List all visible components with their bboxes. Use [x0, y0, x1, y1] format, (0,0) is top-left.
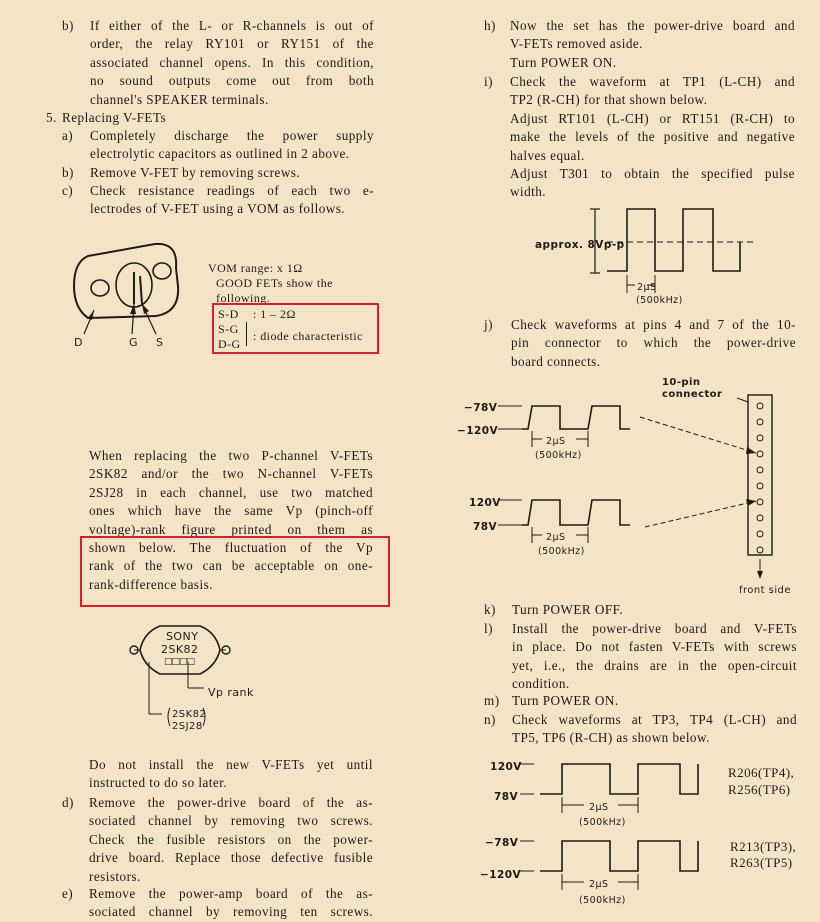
- text-line: Check resistance readings of each two e-: [90, 183, 374, 198]
- connector-title-line2: connector: [662, 389, 723, 400]
- vom-following-text: following.: [216, 291, 271, 305]
- text-line: electrolytic capacitors as outlined in 2 above.: [90, 146, 350, 162]
- chip-alt-model-2: 2SJ28: [172, 721, 203, 732]
- vp-rank-highlight: [80, 536, 390, 607]
- item-l-text: [512, 620, 797, 694]
- waveforms-tp3-tp6: [520, 755, 720, 910]
- pin-label-s: S: [156, 336, 164, 349]
- section-number-5: 5.: [46, 110, 57, 125]
- text-line: Adjust T301 to obtain the specified pulse: [510, 166, 795, 182]
- text-line: Install the power-drive board and V-FETs: [512, 621, 797, 636]
- text-line: Check waveforms at TP3, TP4 (L-CH) and: [512, 712, 797, 727]
- text-line: TP5, TP6 (R-CH) as shown below.: [512, 730, 710, 746]
- text-line: instructed to do so later.: [89, 775, 228, 791]
- chip-brand: SONY: [166, 630, 199, 643]
- item-label-n: n): [484, 712, 496, 727]
- item-label-b: b): [62, 18, 74, 33]
- item-n-text: [512, 711, 797, 748]
- w4-bottom-level: 78V: [494, 791, 519, 803]
- w4-frequency-label: (500kHz): [579, 817, 626, 828]
- w3-top-level: 120V: [469, 497, 501, 509]
- w3-frequency-label: (500kHz): [538, 546, 585, 557]
- w5-top-level: −78V: [485, 837, 519, 849]
- text-line: associated channel opens. In this condition,: [90, 54, 374, 70]
- text-line: voltage)-rank figure printed on them as: [89, 521, 373, 537]
- text-line: If either of the L- or R-channels is out of: [90, 18, 374, 33]
- text-line: lectrodes of V-FET using a VOM as follows.: [90, 201, 346, 217]
- text-line: Check the waveform at TP1 (L-CH) and: [510, 74, 795, 89]
- item-label-a: a): [62, 128, 74, 143]
- vom-brace: [243, 322, 247, 346]
- connector-title: [662, 377, 722, 401]
- vom-sd-value: : 1 – 2Ω: [253, 307, 296, 321]
- w5-frequency-label: (500kHz): [579, 895, 626, 906]
- w1-period-label: 2μS: [637, 282, 657, 293]
- text-line: halves equal.: [510, 147, 585, 163]
- w1-frequency-label: (500kHz): [636, 295, 683, 306]
- vom-sg-key: S-G: [218, 322, 239, 336]
- vfet-package-drawing: [60, 238, 200, 348]
- vom-sd-key: S-D: [218, 307, 239, 321]
- front-side-label: front side: [739, 585, 791, 596]
- item-k-text: [512, 601, 797, 619]
- text-line: condition.: [512, 676, 570, 692]
- text-line: sociated channel by removing two screws.: [89, 813, 373, 829]
- text-line: Check the fusible resistors on the power-: [89, 831, 373, 847]
- text-line: pin connector to which the power-drive: [511, 335, 796, 351]
- text-line: channel's SPEAKER terminals.: [90, 91, 269, 107]
- w5-resistor-label-1: R213(TP3),: [730, 839, 797, 854]
- pin-label-g: G: [129, 336, 138, 349]
- vom-range-text: VOM range: x 1Ω: [208, 261, 303, 275]
- text-line: Remove the power-drive board of the as-: [89, 795, 373, 810]
- w4-resistor-label-2: R256(TP6): [728, 782, 791, 797]
- item-j-text: [511, 316, 796, 371]
- text-line: ones which have the same Vp (pinch-off: [89, 503, 373, 519]
- text-line: board connects.: [511, 353, 601, 369]
- w5-period-label: 2μS: [589, 879, 609, 890]
- item-label-l: l): [484, 621, 493, 636]
- text-line: 2SJ28 in each channel, use two matched: [89, 484, 373, 500]
- text-line: in place. Do not fasten V-FETs with screws: [512, 639, 797, 655]
- w3-bottom-level: 78V: [473, 521, 498, 533]
- item-h-text: [510, 17, 795, 72]
- item-label-k: k): [484, 602, 496, 617]
- item-a-text: [90, 127, 374, 164]
- item-c-text: [90, 182, 374, 219]
- text-line: drive board. Replace those defective fusible: [89, 850, 373, 866]
- chip-alt-model-1: 2SK82: [172, 709, 207, 720]
- text-line: yet, i.e., the drains are in the open-circuit: [512, 657, 797, 673]
- w3-period-label: 2μS: [546, 532, 566, 543]
- vom-dg-key: D-G: [218, 337, 241, 351]
- text-line: When replacing the two P-channel V-FETs: [89, 448, 373, 463]
- connector-title-line1: 10-pin: [662, 377, 701, 388]
- text-line: Remove V-FET by removing screws.: [90, 165, 301, 180]
- text-line: 2SK82 and/or the two N-channel V-FETs: [89, 466, 373, 482]
- w2-period-label: 2μS: [546, 436, 566, 447]
- w2-frequency-label: (500kHz): [535, 450, 582, 461]
- item-m-text: [512, 692, 797, 710]
- text-line: resistors.: [89, 868, 141, 884]
- text-line: TP2 (R-CH) for that shown below.: [510, 92, 708, 108]
- item-b2-text: [90, 164, 374, 182]
- text-line: Remove the power-amp board of the as-: [89, 886, 373, 901]
- text-line: no sound outputs come out from both: [90, 73, 374, 89]
- do-not-install-note: [89, 756, 373, 793]
- item-label-d: d): [62, 795, 74, 810]
- text-line: rank of the two can be acceptable on one-: [89, 558, 373, 574]
- w4-period-label: 2μS: [589, 802, 609, 813]
- text-line: sociated channel by removing ten screws.: [89, 904, 373, 920]
- chip-vp-label: Vp rank: [208, 686, 254, 699]
- vom-diode-text: : diode characteristic: [253, 329, 363, 343]
- item-i-text: [510, 73, 795, 202]
- w1-amplitude-label: approx. 8Vp-p: [535, 239, 625, 251]
- text-line: order, the relay RY101 or RY151 of the: [90, 36, 374, 52]
- text-line: Turn POWER ON.: [512, 693, 619, 708]
- w4-resistor-label-1: R206(TP4),: [728, 765, 795, 780]
- text-line: Check waveforms at pins 4 and 7 of the 10-: [511, 317, 796, 332]
- text-line: Turn POWER OFF.: [512, 602, 624, 617]
- item-b-text: [90, 17, 374, 109]
- w5-bottom-level: −120V: [480, 869, 522, 881]
- text-line: Completely discharge the power supply: [90, 128, 374, 143]
- item-d-text: [89, 794, 373, 886]
- text-line: Adjust RT101 (L-CH) or RT151 (R-CH) to: [510, 110, 795, 126]
- text-line: V-FETs removed aside.: [510, 36, 643, 52]
- item-label-i: i): [484, 74, 493, 89]
- text-line: Do not install the new V-FETs yet until: [89, 757, 373, 772]
- item-label-m: m): [484, 693, 500, 708]
- item-e-text: [89, 885, 373, 922]
- w5-resistor-label-2: R263(TP5): [730, 855, 793, 870]
- pin-label-d: D: [74, 336, 83, 349]
- text-line: shown below. The fluctuation of the Vp: [89, 540, 373, 556]
- text-line: Turn POWER ON.: [510, 54, 617, 70]
- text-line: make the levels of the positive and negative: [510, 129, 795, 145]
- vom-good-text: GOOD FETs show the: [216, 276, 333, 290]
- item-label-e: e): [62, 886, 74, 901]
- section-title: Replacing V-FETs: [62, 110, 167, 125]
- text-line: Now the set has the power-drive board and: [510, 18, 795, 33]
- chip-model: 2SK82: [161, 643, 199, 656]
- w2-top-level: −78V: [464, 402, 498, 414]
- item-label-b2: b): [62, 165, 74, 180]
- connector-waveform-diagram: [460, 375, 800, 600]
- chip-vp-digits: □□□□: [164, 657, 195, 667]
- waveform-tp1-tp2: [585, 205, 765, 305]
- text-line: width.: [510, 184, 547, 200]
- w4-top-level: 120V: [490, 761, 522, 773]
- text-line: rank-difference basis.: [89, 576, 213, 592]
- item-label-c: c): [62, 183, 74, 198]
- w2-bottom-level: −120V: [457, 425, 499, 437]
- item-label-j: j): [484, 317, 493, 332]
- item-label-h: h): [484, 18, 496, 33]
